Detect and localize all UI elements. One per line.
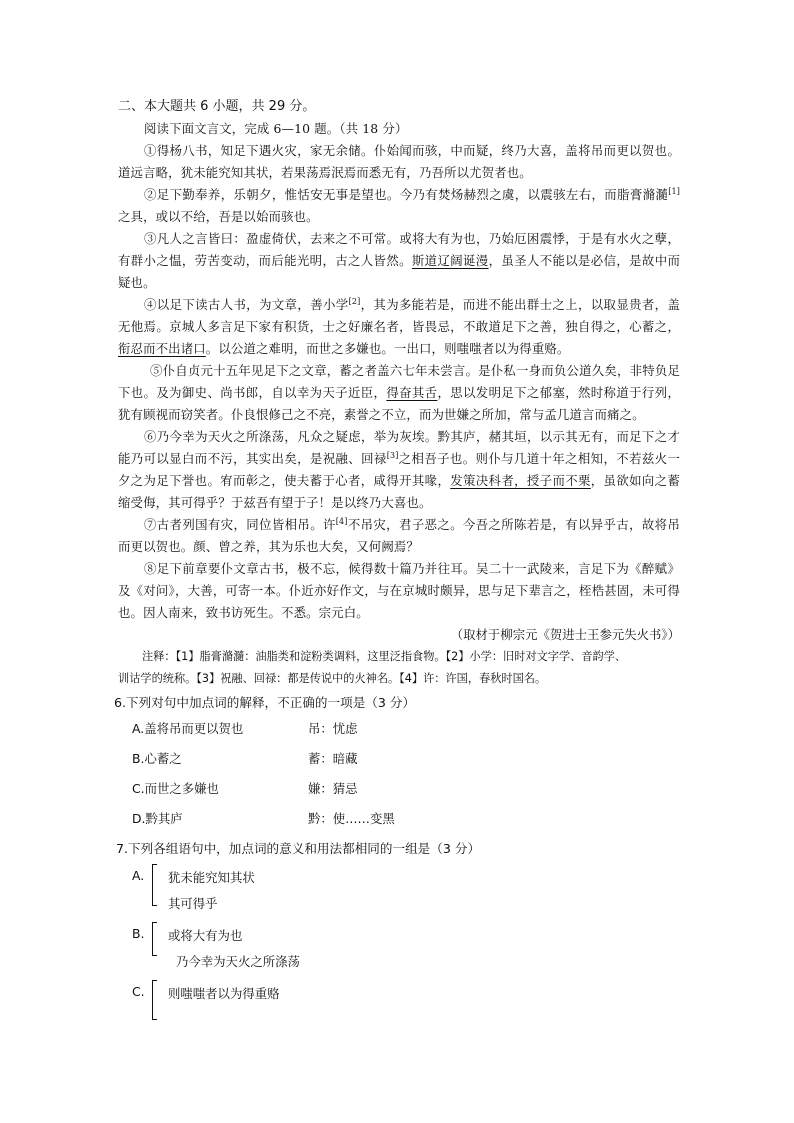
section-heading: 二、本大题共 6 小题，共 29 分。 [118, 99, 316, 114]
option-d[interactable] [118, 804, 680, 834]
group-sentence-1: 犹未能究知其状 [168, 870, 255, 885]
reading-instruction: 阅读下面文言文，完成 6—10 题。（共 18 分） [144, 121, 408, 136]
brace-bracket [152, 980, 159, 1020]
passage-text: 之相吾子也。则仆与几道十年之相知，不若兹火一夕之为足下誉也。宥而彰之，使夫蓄于心者，咸得开其喙， [118, 451, 680, 488]
option-sentence: B.心蓄之 [132, 751, 182, 766]
option-a[interactable] [118, 714, 680, 744]
brace-bracket [152, 922, 159, 956]
option-c[interactable] [118, 774, 680, 804]
option-explanation: 蓄：暗藏 [308, 751, 358, 766]
passage-text: 不吊灾，君子恶之。今吾之所陈若是，有以异乎古，故将吊而更以贺也。颜、曾之养，其为乐也大矣，又何阙焉？ [118, 517, 680, 554]
question-6-options [118, 714, 680, 834]
passage-text: ，虽圣人不能以是必信，是故中而疑也。 [118, 253, 681, 290]
passage-text: ②足下勤奉养，乐朝夕，惟恬安无事是望也。今乃有焚炀赫烈之虞，以震骇左右，而脂膏滫瀡 [144, 187, 669, 202]
passage-paragraph-6 [118, 426, 680, 514]
group-sentence-2: 其可得乎 [168, 896, 218, 911]
passage-text: 之具，或以不给，吾是以始而骇也。 [118, 209, 319, 224]
passage-paragraph-7 [118, 514, 680, 558]
underlined-phrase: 斯道辽阔诞漫 [411, 253, 489, 268]
option-explanation: 吊：忧虑 [308, 721, 358, 736]
group-label: C. [132, 984, 145, 999]
option-explanation: 嫌：猜忌 [308, 781, 358, 796]
passage-text: ，其为多能若是，而进不能出群士之上，以取显贵者，盖无他焉。京城人多言足下家有积货，士之好廉名者，皆畏忌，不敢道足下之善，独自得之，心蓄之， [118, 297, 681, 334]
option-sentence: A.盖将吊而更以贺也 [132, 721, 244, 736]
group-label: A. [132, 868, 145, 883]
question-7-stem: 7.下列各组语句中，加点词的意义和用法都相同的一组是（3 分） [116, 841, 481, 856]
group-a[interactable] [118, 860, 680, 918]
footnotes-line-2: 训诂学的统称。【3】祝融、回禄：都是传说中的火神名。【4】许：许国，春秋时国名。 [118, 672, 547, 685]
passage-paragraph-2 [118, 184, 680, 228]
passage-text: ，虽欲如向之蓄缩受侮，其可得乎？于兹吾有望于子！是以终乃大喜也。 [118, 473, 680, 510]
passage-paragraph-1: ①得杨八书，知足下遇火灾，家无余储。仆始闻而骇，中而疑，终乃大喜，盖将吊而更以贺也。道远言略，犹未能究知其状，若果荡焉泯焉而悉无有，乃吾所以尤贺者也。 [118, 143, 680, 180]
group-label: B. [132, 926, 145, 941]
option-explanation: 黔：使……变黑 [308, 811, 395, 826]
group-sentence-1: 则嗤嗤者以为得重赂 [168, 986, 280, 1001]
group-sentence-2: 乃今幸为天火之所涤荡 [176, 954, 300, 969]
passage-paragraph-4 [118, 294, 680, 360]
passage-paragraph-5 [118, 360, 680, 426]
group-sentence-1: 或将大有为也 [168, 928, 243, 943]
passage-text: ，思以发明足下之郁塞，然时称道于行列，犹有顾视而窃笑者。仆良恨修己之不亮，素誉之不立，而为世嫌之所加，常与孟几道言而痛之。 [118, 385, 680, 422]
content-area [114, 96, 681, 1034]
underlined-phrase: 发策决科者，授子而不栗 [450, 473, 591, 488]
underlined-phrase: 衔忍而不出诸口 [118, 341, 206, 356]
passage-text: ③凡人之言皆曰：盈虚倚伏，去来之不可常。或将大有为也，乃始厄困震悸，于是有水火之孽，有群小之愠，劳苦变动，而后能光明，古之人皆然。 [118, 231, 680, 268]
passage-paragraph-3 [118, 228, 680, 294]
footnote-marker-1: [1] [668, 186, 680, 196]
group-b[interactable] [118, 918, 680, 976]
passage-text: ⑥乃今幸为天火之所涤荡，凡众之疑虑，举为灰埃。黔其庐，赭其垣，以示其无有，而足下之才能乃可以显白而不污，其实出矣，是祝融、回禄 [118, 429, 680, 466]
question-7-options [118, 860, 680, 1034]
passage-text: ⑤仆自贞元十五年见足下之文章，蓄之者盖六七年未尝言。是仆私一身而负公道久矣，非特负足下也。及为御史、尚书郎，自以幸为天子近臣， [118, 363, 680, 400]
group-c[interactable] [118, 976, 680, 1034]
passage-paragraph-8: ⑧足下前章要仆文章古书，极不忘，候得数十篇乃并往耳。吴二十一武陵来，言足下为《醉赋》及《对问》，大善，可寄一本。仆近亦好作文，与在京城时颇异，思与足下辈言之，桎梏甚固，未可得也。因人南来，致书访死生。不悉。宗元白。 [118, 561, 680, 620]
footnote-marker-3: [3] [386, 450, 399, 460]
question-6-stem: 6.下列对句中加点词的解释，不正确的一项是（3 分） [114, 695, 416, 710]
option-sentence: C.而世之多嫌也 [132, 781, 219, 796]
footnote-marker-4: [4] [335, 516, 348, 526]
passage-text: ④以足下读古人书，为文章，善小学 [144, 297, 349, 312]
passage-source: （取材于柳宗元《贺进士王参元失火书》） [450, 627, 680, 642]
underlined-phrase: 得奋其舌 [386, 385, 438, 400]
brace-bracket [152, 864, 159, 906]
passage-text: 。以公道之难明，而世之多嫌也。一出口，则嗤嗤者以为得重赂。 [205, 341, 570, 356]
footnote-marker-2: [2] [348, 296, 361, 306]
footnotes-line-1: 注释：【1】脂膏滫瀡：油脂类和淀粉类调料，这里泛指食物。【2】小学：旧时对文字学、音韵学、 [142, 650, 627, 663]
option-sentence: D.黔其庐 [132, 811, 183, 826]
passage-text: ⑦古者列国有灾，同位皆相吊。许 [144, 517, 336, 532]
option-b[interactable] [118, 744, 680, 774]
